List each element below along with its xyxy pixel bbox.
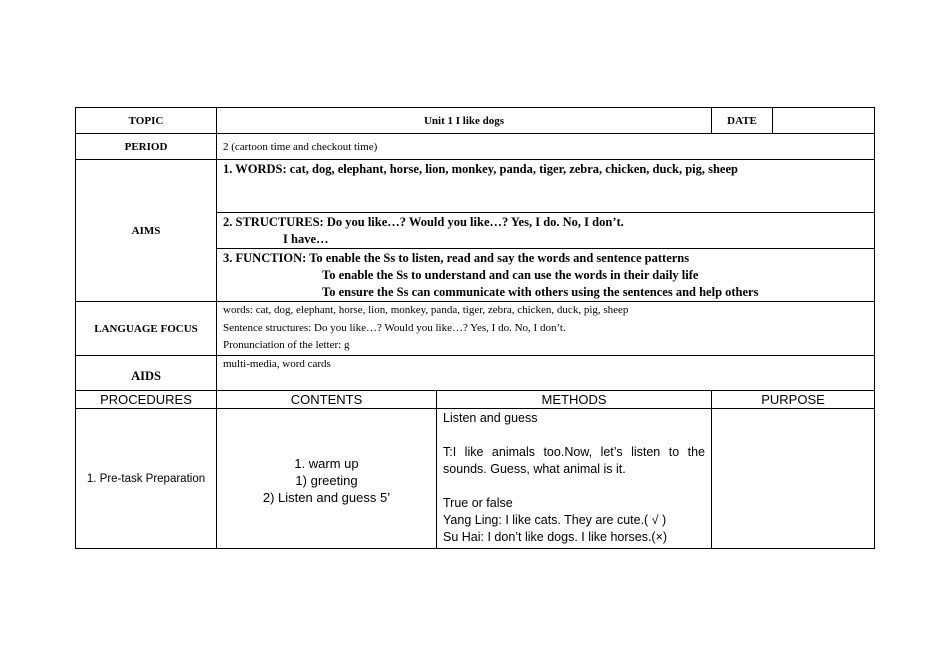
pre-task-contents-cell (217, 409, 437, 549)
aims-words: 1. WORDS: cat, dog, elephant, horse, lion, monkey, panda, tiger, zebra, chicken, duck, pig, sheep (223, 162, 738, 176)
aims-structures-line2: I have… (283, 232, 329, 246)
pre-task-contents-line1: 1. warm up (294, 456, 359, 471)
language-focus-words: words: cat, dog, elephant, horse, lion, monkey, panda, tiger, zebra, chicken, duck, pig, sheep (223, 304, 629, 316)
aids-label: AIDS (76, 356, 217, 391)
topic-row (76, 108, 875, 134)
language-focus-pronunciation: Pronunciation of the letter: g (223, 339, 350, 351)
pre-task-contents-line2: 1) greeting (295, 473, 358, 488)
pre-task-methods-spacer (443, 427, 705, 444)
pre-task-methods-cell (437, 409, 712, 549)
topic-value: Unit 1 I like dogs (217, 108, 712, 134)
aims-words-cell (217, 160, 875, 213)
date-value (773, 108, 875, 134)
language-focus-structures: Sentence structures: Do you like…? Would you like…? Yes, I do. No, I don’t. (223, 321, 566, 334)
aims-function-line1: 3. FUNCTION: To enable the Ss to listen, read and say the words and sentence patterns (223, 251, 690, 265)
pre-task-methods-spacer-2 (443, 478, 705, 495)
pre-task-methods-paragraph: T:I like animals too.Now, let’s listen to the sounds. Guess, what animal is it. (443, 445, 706, 476)
aims-label: AIMS (76, 160, 217, 302)
period-label: PERIOD (76, 134, 217, 160)
procedures-header: PROCEDURES (76, 391, 217, 409)
aids-row (76, 356, 875, 391)
pre-task-row (76, 409, 875, 549)
language-focus-row (76, 302, 875, 356)
aims-function-line2: To enable the Ss to understand and can use the words in their daily life (322, 268, 699, 282)
methods-header: METHODS (437, 391, 712, 409)
period-row (76, 134, 875, 160)
language-focus-label: LANGUAGE FOCUS (76, 302, 217, 356)
aims-structures-cell (217, 213, 875, 249)
aims-structures-line1: 2. STRUCTURES: Do you like…? Would you like…? Yes, I do. No, I don’t. (223, 215, 624, 229)
pre-task-purpose (712, 409, 875, 549)
contents-header: CONTENTS (217, 391, 437, 409)
pre-task-methods-tf-title: True or false (443, 496, 513, 510)
pre-task-stage: 1. Pre-task Preparation (76, 409, 217, 549)
date-label: DATE (712, 108, 773, 134)
pre-task-methods-tf2: Su Hai: I don’t like dogs. I like horses.(×) (443, 530, 668, 544)
purpose-header: PURPOSE (712, 391, 875, 409)
procedures-header-row (76, 391, 875, 409)
pre-task-contents-line3: 2) Listen and guess 5’ (262, 490, 391, 505)
topic-label: TOPIC (76, 108, 217, 134)
pre-task-methods-tf1: Yang Ling: I like cats. They are cute.( √ ) (443, 513, 667, 527)
aims-words-row (76, 160, 875, 213)
lesson-plan-table (75, 107, 875, 549)
aims-function-cell (217, 249, 875, 302)
pre-task-methods-title: Listen and guess (443, 411, 538, 425)
aids-value: multi-media, word cards (217, 356, 875, 391)
language-focus-cell (217, 302, 875, 356)
aims-function-line3: To ensure the Ss can communicate with others using the sentences and help others (322, 285, 759, 299)
period-value: 2 (cartoon time and checkout time) (217, 134, 875, 160)
